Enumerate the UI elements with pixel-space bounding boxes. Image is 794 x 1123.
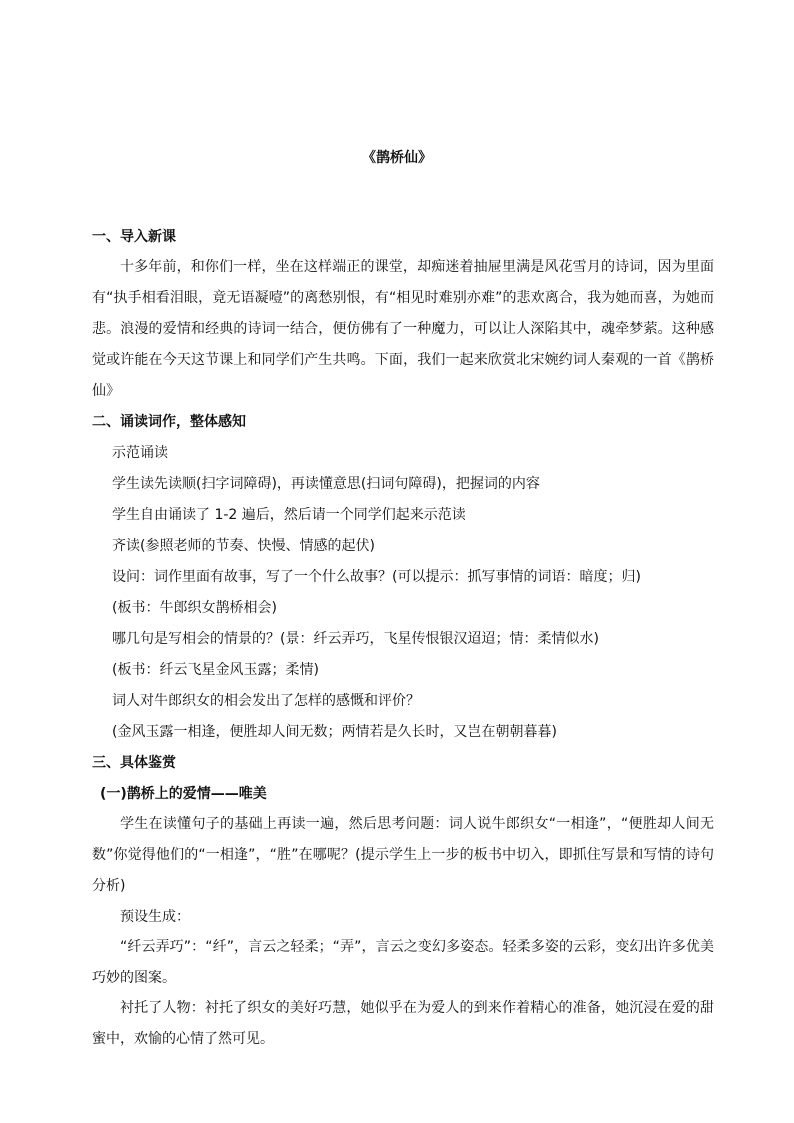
- text-line: 设问：词作里面有故事，写了一个什么故事？(可以提示：抓写事情的词语：暗度；归): [112, 569, 641, 585]
- text-line: 词人对牛郎织女的相会发出了怎样的感慨和评价？: [112, 693, 420, 709]
- intro-paragraph: 十多年前，和你们一样，坐在这样端正的课堂，却痴迷着抽屉里满是风花雪月的诗词，因为里面有“执手相看泪眼，竟无语凝噎”的离愁别恨，有“相见时难别亦难”的悲欢离合，我为她而喜，为她而悲。浪漫的爱情和经典的诗词一结合，便仿佛有了一种魔力，可以让人深陷其中，魂牵梦萦。这种感觉或许能在今天这节课上和同学们产生共鸣。下面，我们一起来欣赏北宋婉约词人秦观的一首《鹊桥仙》: [92, 259, 714, 399]
- document-title: 《鹊桥仙》: [362, 150, 432, 166]
- analysis-paragraph: “纤云弄巧”：“纤”，言云之轻柔；“弄”，言云之变幻多姿态。轻柔多姿的云彩，变幻出许多优美巧妙的图案。: [92, 939, 714, 986]
- section-heading-reading: 二、诵读词作，整体感知: [92, 414, 246, 430]
- subsection-heading: (一)鹊桥上的爱情——唯美: [100, 786, 267, 802]
- question-paragraph: 学生在读懂句子的基础上再读一遍，然后思考问题：词人说牛郎织女“一相逢”，“便胜却人间无数”你觉得他们的“一相逢”，“胜”在哪呢？(提示学生上一步的板书中切入，即抓住写景和写情的诗句分析): [92, 816, 714, 894]
- text-line: 学生读先读顺(扫字词障碍)，再读懂意思(扫词句障碍)，把握词的内容: [112, 476, 540, 492]
- section-heading-appreciation: 三、具体鉴赏: [92, 755, 176, 771]
- document-body: [92, 227, 714, 1060]
- section-heading-intro: 一、导入新课: [92, 229, 176, 245]
- blackboard-note: (板书：牛郎织女鹊桥相会): [112, 600, 277, 616]
- text-line: 学生自由诵读了 1-2 遍后，然后请一个同学们起来示范读: [112, 507, 466, 523]
- analysis-paragraph: 衬托了人物：衬托了织女的美好巧慧，她似乎在为爱人的到来作着精心的准备，她沉浸在爱的甜蜜中，欢愉的心情了然可见。: [92, 1000, 714, 1047]
- text-line: 齐读(参照老师的节奏、快慢、情感的起伏): [112, 538, 375, 554]
- text-line: 哪几句是写相会的情景的？(景：纤云弄巧，飞星传恨银汉迢迢；情：柔情似水): [112, 631, 599, 647]
- blackboard-note: (板书：纤云飞星金风玉露；柔情): [112, 662, 319, 678]
- text-line: 示范诵读: [112, 445, 168, 461]
- text-line: (金风玉露一相逢，便胜却人间无数；两情若是久长时，又岂在朝朝暮暮): [112, 724, 557, 740]
- text-line: 预设生成：: [120, 909, 190, 925]
